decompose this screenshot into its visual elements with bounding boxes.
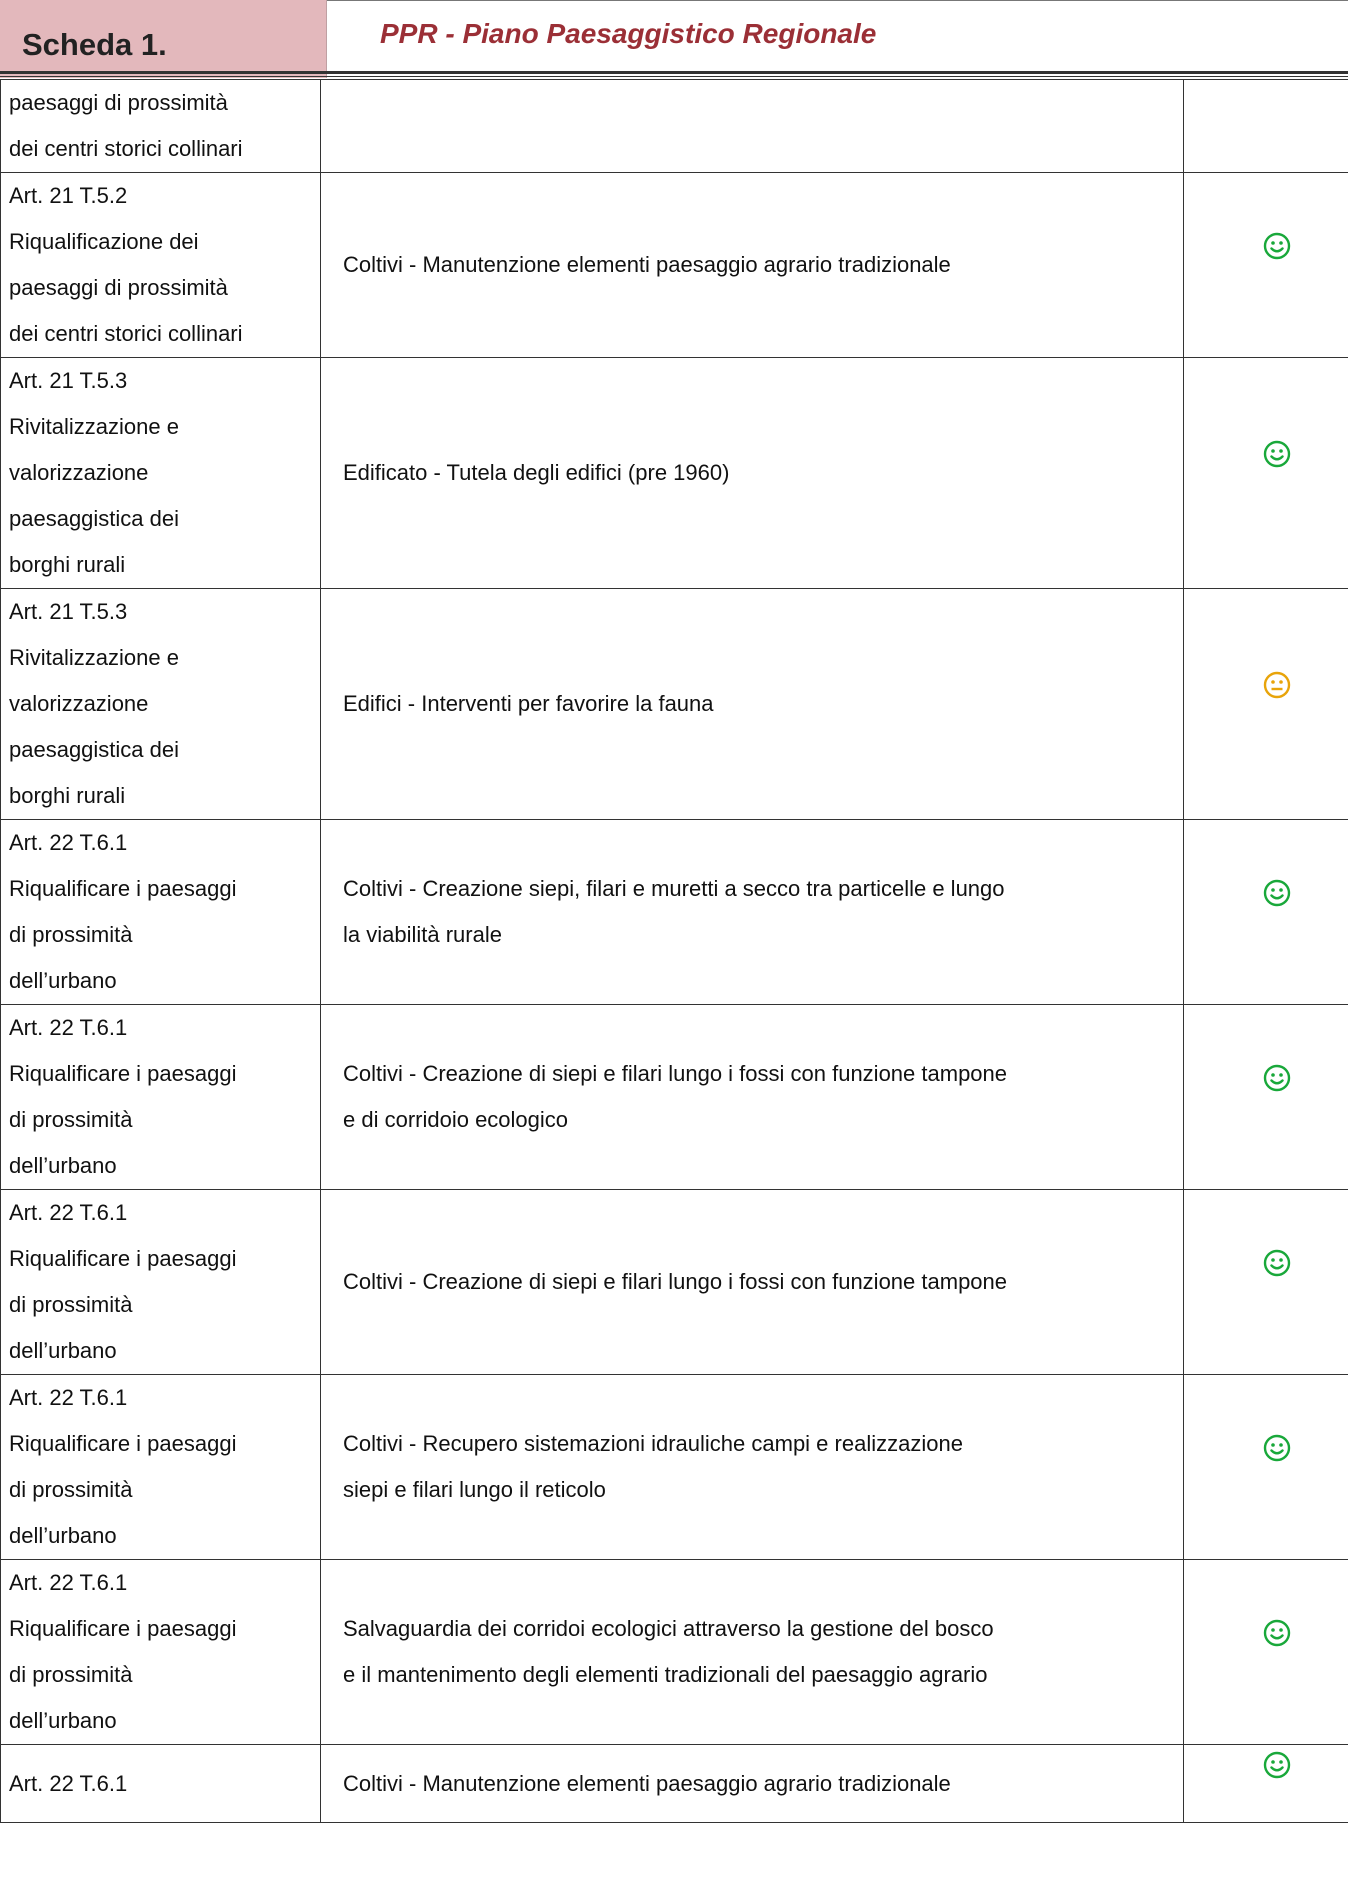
measure-cell <box>321 820 1184 1005</box>
rating-cell <box>1184 1745 1348 1823</box>
reference-cell <box>1 1375 321 1560</box>
reference-line: paesaggi di prossimità <box>9 275 228 300</box>
header-rule-thin <box>0 76 1348 77</box>
reference-line: dell’urbano <box>9 1523 117 1548</box>
smiley-face-icon <box>1263 1064 1291 1092</box>
measure-line: Coltivi - Manutenzione elementi paesaggio agrario tradizionale <box>343 1770 951 1796</box>
scheda-label: Scheda 1. <box>0 0 327 78</box>
reference-line: dell’urbano <box>9 1338 117 1363</box>
reference-cell <box>1 820 321 1005</box>
reference-line: Art. 22 T.6.1 <box>9 830 128 855</box>
reference-cell <box>1 1005 321 1190</box>
measure-cell <box>321 1190 1184 1375</box>
measure-cell <box>321 173 1184 358</box>
measure-cell <box>321 589 1184 820</box>
measure-line: Coltivi - Creazione di siepi e filari lungo i fossi con funzione tampone <box>343 1061 1008 1086</box>
table-row <box>1 1560 1348 1745</box>
rating-cell <box>1184 80 1348 173</box>
reference-line: Art. 22 T.6.1 <box>9 1770 128 1796</box>
reference-line: paesaggistica dei <box>9 737 180 762</box>
document-title: PPR - Piano Paesaggistico Regionale <box>380 18 877 49</box>
reference-cell <box>1 589 321 820</box>
measure-line: Edifici - Interventi per favorire la fauna <box>343 691 714 716</box>
reference-line: borghi rurali <box>9 552 126 577</box>
reference-cell <box>1 358 321 589</box>
page-header <box>0 0 1348 78</box>
reference-line: Riqualificare i paesaggi <box>9 1061 237 1086</box>
reference-cell <box>1 173 321 358</box>
header-top-border <box>327 0 1348 1</box>
reference-cell <box>1 1745 321 1823</box>
measure-cell <box>321 80 1184 173</box>
smiley-face-icon <box>1263 1434 1291 1462</box>
smiley-face-icon <box>1263 1249 1291 1277</box>
smiley-face-icon <box>1263 879 1291 907</box>
measure-line: la viabilità rurale <box>343 922 502 947</box>
reference-line: valorizzazione <box>9 460 149 485</box>
table-row <box>1 1190 1348 1375</box>
reference-line: di prossimità <box>9 1662 133 1687</box>
table-row <box>1 589 1348 820</box>
reference-line: di prossimità <box>9 1107 133 1132</box>
rating-cell <box>1184 358 1348 589</box>
rating-cell <box>1184 820 1348 1005</box>
measure-line: Coltivi - Creazione siepi, filari e muretti a secco tra particelle e lungo <box>343 876 1005 901</box>
reference-line: Riqualificare i paesaggi <box>9 1246 237 1271</box>
reference-cell <box>1 80 321 173</box>
reference-line: Riqualificare i paesaggi <box>9 876 237 901</box>
rating-cell <box>1184 589 1348 820</box>
reference-line: dell’urbano <box>9 968 117 993</box>
table-row <box>1 1375 1348 1560</box>
reference-line: dei centri storici collinari <box>9 136 243 161</box>
rating-cell <box>1184 1005 1348 1190</box>
reference-line: di prossimità <box>9 922 133 947</box>
neutral-face-icon <box>1263 671 1291 699</box>
table-row <box>1 358 1348 589</box>
reference-line: paesaggi di prossimità <box>9 90 228 115</box>
table-row <box>1 1005 1348 1190</box>
reference-line: Art. 22 T.6.1 <box>9 1385 128 1410</box>
measure-cell <box>321 1745 1184 1823</box>
rating-cell <box>1184 1560 1348 1745</box>
table-row <box>1 820 1348 1005</box>
reference-line: dei centri storici collinari <box>9 321 243 346</box>
reference-cell <box>1 1560 321 1745</box>
reference-line: Art. 22 T.6.1 <box>9 1200 128 1225</box>
reference-line: Riqualificare i paesaggi <box>9 1431 237 1456</box>
measures-table <box>0 79 1348 1823</box>
rating-cell <box>1184 173 1348 358</box>
reference-line: Rivitalizzazione e <box>9 645 179 670</box>
reference-line: dell’urbano <box>9 1153 117 1178</box>
measure-cell <box>321 358 1184 589</box>
reference-line: borghi rurali <box>9 783 126 808</box>
reference-line: Art. 22 T.6.1 <box>9 1015 128 1040</box>
reference-line: Rivitalizzazione e <box>9 414 179 439</box>
rating-cell <box>1184 1190 1348 1375</box>
header-rule-thick <box>0 71 1348 74</box>
measure-line: siepi e filari lungo il reticolo <box>343 1477 606 1502</box>
measure-line: Coltivi - Creazione di siepi e filari lungo i fossi con funzione tampone <box>343 1269 1008 1294</box>
measure-line: Salvaguardia dei corridoi ecologici attraverso la gestione del bosco <box>343 1616 994 1641</box>
smiley-face-icon <box>1263 1619 1291 1647</box>
reference-line: Riqualificare i paesaggi <box>9 1616 237 1641</box>
reference-line: Art. 22 T.6.1 <box>9 1570 128 1595</box>
measure-line: Coltivi - Recupero sistemazioni idrauliche campi e realizzazione <box>343 1431 963 1456</box>
reference-line: paesaggistica dei <box>9 506 180 531</box>
table-row <box>1 80 1348 173</box>
rating-cell <box>1184 1375 1348 1560</box>
reference-line: di prossimità <box>9 1292 133 1317</box>
reference-line: Art. 21 T.5.2 <box>9 183 128 208</box>
reference-line: dell’urbano <box>9 1708 117 1733</box>
reference-line: Art. 21 T.5.3 <box>9 599 128 624</box>
measure-line: Coltivi - Manutenzione elementi paesaggio agrario tradizionale <box>343 252 951 277</box>
measure-line: e il mantenimento degli elementi tradizionali del paesaggio agrario <box>343 1662 988 1687</box>
measure-cell <box>321 1560 1184 1745</box>
measure-cell <box>321 1375 1184 1560</box>
reference-line: di prossimità <box>9 1477 133 1502</box>
smiley-face-icon <box>1263 232 1291 260</box>
table-row <box>1 173 1348 358</box>
measure-cell <box>321 1005 1184 1190</box>
reference-cell <box>1 1190 321 1375</box>
measure-line: Edificato - Tutela degli edifici (pre 1960) <box>343 460 730 485</box>
reference-line: Art. 21 T.5.3 <box>9 368 128 393</box>
reference-line: Riqualificazione dei <box>9 229 199 254</box>
measures-table-body <box>1 80 1348 1823</box>
table-row <box>1 1745 1348 1823</box>
smiley-face-icon <box>1263 1751 1291 1779</box>
reference-line: valorizzazione <box>9 691 149 716</box>
smiley-face-icon <box>1263 440 1291 468</box>
measure-line: e di corridoio ecologico <box>343 1107 569 1132</box>
